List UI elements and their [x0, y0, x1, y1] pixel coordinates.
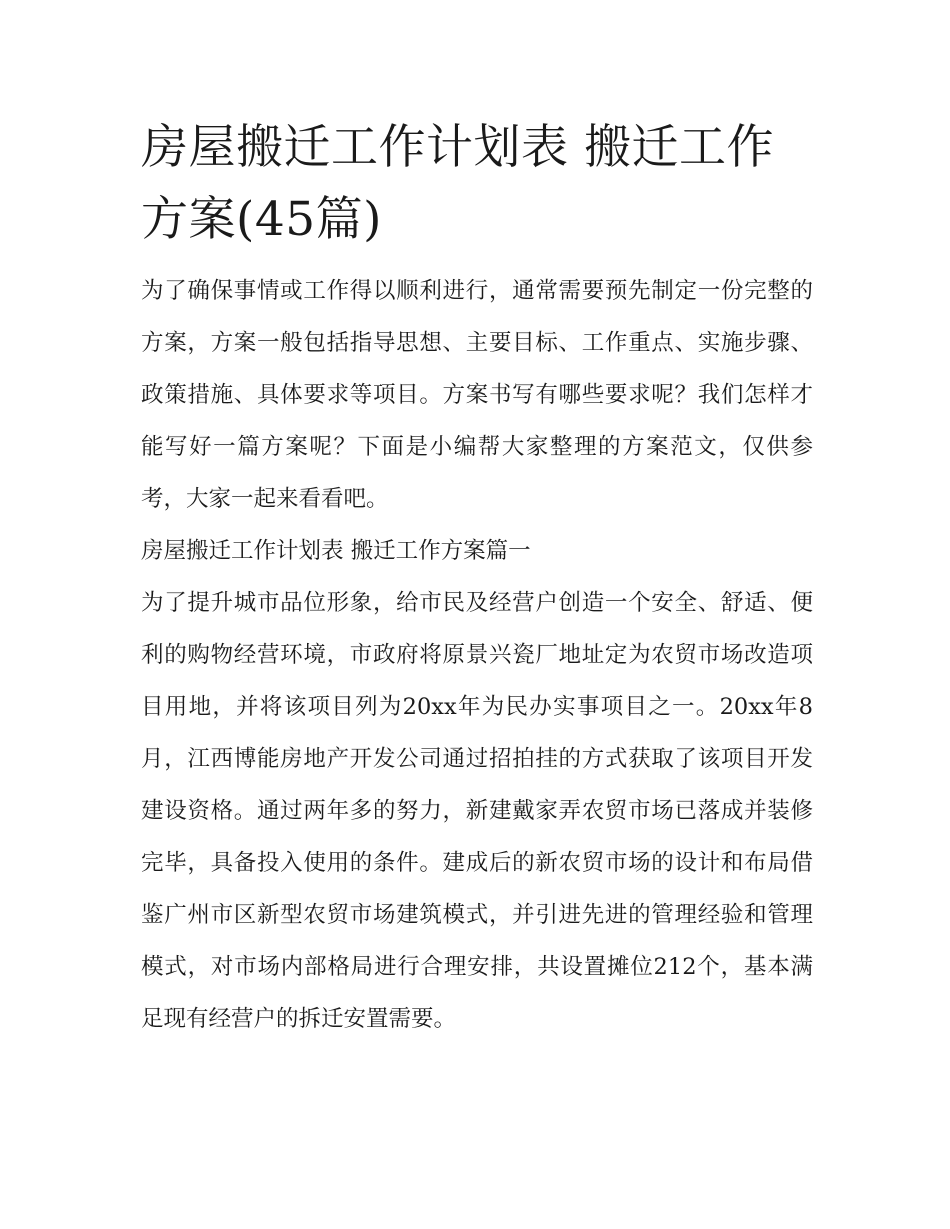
section-paragraph: 为了提升城市品位形象，给市民及经营户创造一个安全、舒适、便利的购物经营环境，市政府将原景兴瓷厂地址定为农贸市场改造项目用地，并将该项目列为20xx年为民办实事项目之一。20xx年8月，江西博能房地产开发公司通过招拍挂的方式获取了该项目开发建设资格。通过两年多的努力，新建戴家弄农贸市场已落成并装修完毕，具备投入使用的条件。建成后的新农贸市场的设计和布局借鉴广州市区新型农贸市场建筑模式，并引进先进的管理经验和管理模式，对市场内部格局进行合理安排，共设置摊位212个，基本满足现有经营户的拆迁安置需要。	[141, 590, 813, 1032]
section-heading: 房屋搬迁工作计划表 搬迁工作方案篇一	[141, 538, 531, 564]
intro-paragraph: 为了确保事情或工作得以顺利进行，通常需要预先制定一份完整的方案，方案一般包括指导思想、主要目标、工作重点、实施步骤、政策措施、具体要求等项目。方案书写有哪些要求呢？我们怎样才能写好一篇方案呢？下面是小编帮大家整理的方案范文，仅供参考，大家一起来看看吧。	[141, 278, 813, 512]
document-title: 房屋搬迁工作计划表 搬迁工作方案(45篇)	[141, 120, 774, 247]
document-body	[141, 112, 813, 1045]
